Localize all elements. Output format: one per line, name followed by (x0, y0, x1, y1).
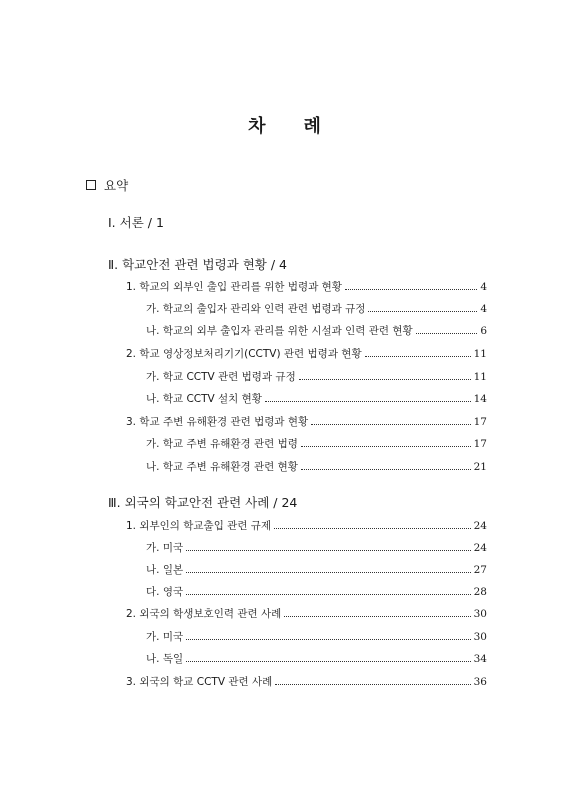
toc-entry[interactable] (126, 346, 487, 361)
entry-label: 2. 학교 영상정보처리기기(CCTV) 관련 법령과 현황 (126, 348, 362, 360)
chapter-label: Ⅰ. 서론 / 1 (108, 215, 164, 230)
dot-leader (186, 661, 471, 662)
entry-page: 11 (473, 348, 487, 360)
entry-page: 4 (480, 281, 487, 293)
entry-label: 2. 외국의 학생보호인력 관련 사례 (126, 608, 282, 620)
entry-label: 가. 학교의 출입자 관리와 인력 관련 법령과 규정 (146, 303, 366, 315)
entry-page: 24 (473, 520, 487, 532)
dot-leader (301, 446, 471, 447)
toc-entry[interactable] (146, 391, 487, 406)
entry-page: 21 (473, 461, 487, 473)
toc-entry[interactable] (126, 518, 487, 533)
toc-entry[interactable] (146, 301, 487, 316)
entry-page: 14 (473, 393, 487, 405)
dot-leader (301, 469, 471, 470)
entry-label: 나. 학교 주변 유해환경 관련 현황 (146, 461, 298, 473)
entry-page: 24 (473, 542, 487, 554)
dot-leader (345, 289, 477, 290)
toc-entry[interactable] (146, 562, 487, 577)
toc-entry[interactable] (146, 436, 487, 451)
dot-leader (365, 356, 471, 357)
chapter-label: Ⅲ. 외국의 학교안전 관련 사례 / 24 (108, 495, 298, 510)
dot-leader (186, 639, 471, 640)
dot-leader (275, 684, 470, 685)
dot-leader (186, 594, 471, 595)
toc-entry[interactable] (146, 459, 487, 474)
toc-entry[interactable] (146, 651, 487, 666)
summary-label: 요약 (104, 178, 129, 193)
entry-page: 11 (473, 371, 487, 383)
chapter-3[interactable] (108, 493, 297, 511)
title-right: 례 (303, 116, 321, 137)
entry-page: 27 (473, 564, 487, 576)
entry-label: 가. 미국 (146, 631, 184, 643)
entry-label: 가. 미국 (146, 542, 184, 554)
entry-page: 36 (473, 676, 487, 688)
entry-page: 28 (473, 586, 487, 598)
entry-label: 3. 학교 주변 유해환경 관련 법령과 현황 (126, 416, 309, 428)
entry-label: 3. 외국의 학교 CCTV 관련 사례 (126, 676, 273, 688)
entry-label: 1. 학교의 외부인 출입 관리를 위한 법령과 현황 (126, 281, 342, 293)
dot-leader (274, 528, 471, 529)
entry-label: 나. 독일 (146, 653, 184, 665)
entry-label: 가. 학교 CCTV 관련 법령과 규정 (146, 371, 296, 383)
entry-page: 17 (473, 416, 487, 428)
entry-page: 4 (480, 303, 487, 315)
title-left: 차 (248, 116, 266, 137)
chapter-label: Ⅱ. 학교안전 관련 법령과 현황 / 4 (108, 257, 287, 272)
entry-label: 나. 학교의 외부 출입자 관리를 위한 시설과 인력 관련 현황 (146, 325, 413, 337)
entry-page: 6 (480, 325, 487, 337)
toc-entry[interactable] (126, 674, 487, 689)
toc-entry[interactable] (126, 279, 487, 294)
chapter-2[interactable] (108, 255, 287, 273)
entry-page: 17 (473, 438, 487, 450)
dot-leader (284, 616, 470, 617)
summary-heading[interactable] (86, 176, 128, 194)
entry-label: 가. 학교 주변 유해환경 관련 법령 (146, 438, 298, 450)
dot-leader (186, 572, 471, 573)
checkbox-icon (86, 180, 96, 190)
entry-label: 나. 일본 (146, 564, 184, 576)
entry-label: 1. 외부인의 학교출입 관련 규제 (126, 520, 272, 532)
page-title (0, 112, 569, 138)
chapter-1[interactable] (108, 213, 164, 231)
entry-label: 다. 영국 (146, 586, 184, 598)
dot-leader (265, 401, 471, 402)
toc-entry[interactable] (146, 584, 487, 599)
toc-entry[interactable] (126, 606, 487, 621)
toc-entry[interactable] (146, 369, 487, 384)
toc-entry[interactable] (146, 540, 487, 555)
dot-leader (311, 424, 470, 425)
toc-entry[interactable] (126, 414, 487, 429)
dot-leader (368, 311, 477, 312)
entry-label: 나. 학교 CCTV 설치 현황 (146, 393, 262, 405)
entry-page: 30 (473, 608, 487, 620)
dot-leader (186, 550, 471, 551)
entry-page: 30 (473, 631, 487, 643)
dot-leader (299, 379, 471, 380)
entry-page: 34 (473, 653, 487, 665)
dot-leader (416, 333, 478, 334)
toc-entry[interactable] (146, 629, 487, 644)
toc-entry[interactable] (146, 323, 487, 338)
